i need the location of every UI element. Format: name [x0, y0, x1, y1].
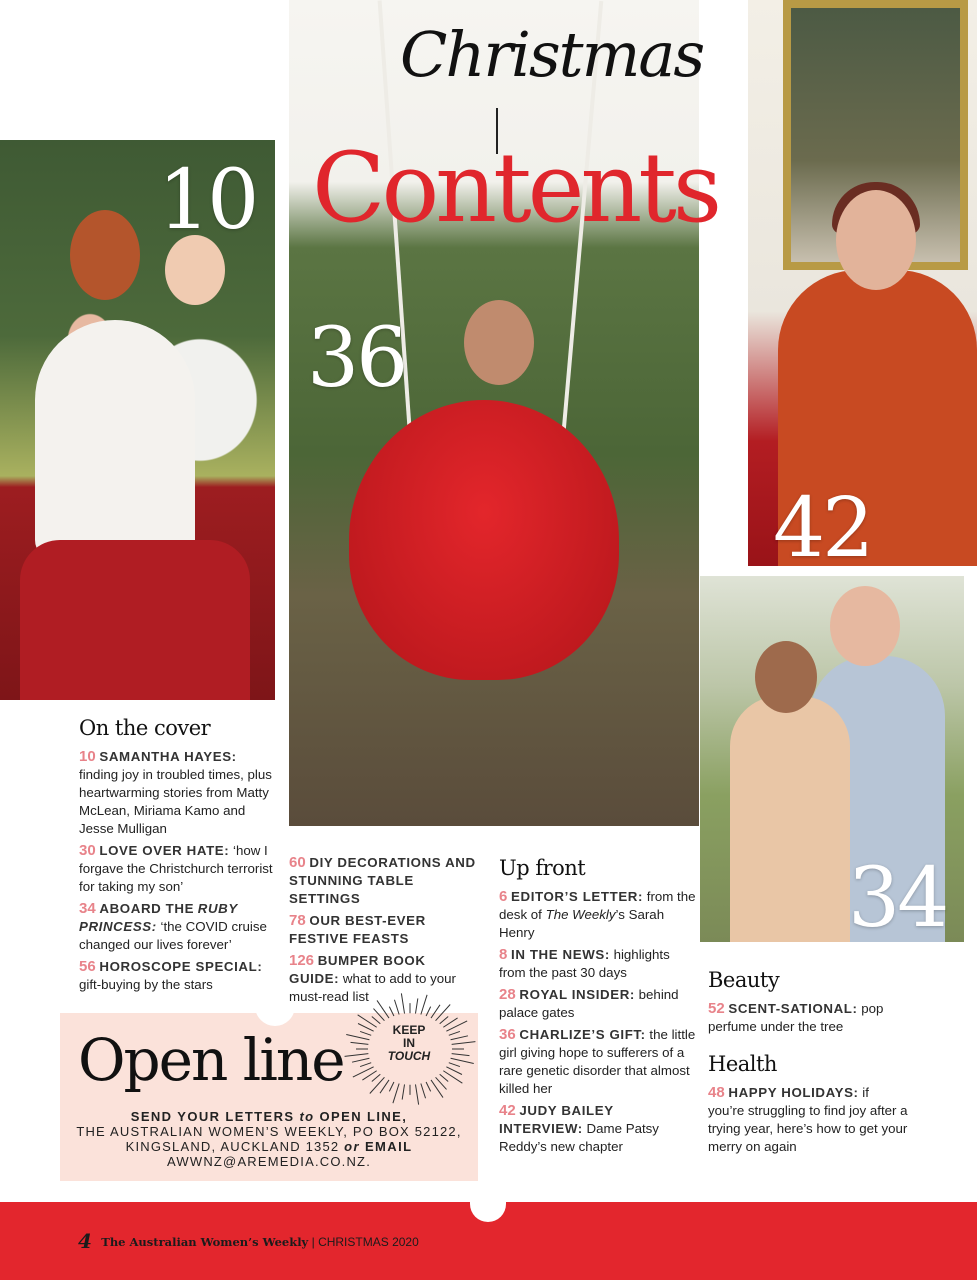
open-line-instruction: OPEN LINE,	[314, 1109, 408, 1124]
entry-headline: DIY DECORATIONS AND STUNNING TABLE SETTINGS	[289, 855, 476, 906]
entry-headline-italic: RUBY PRINCESS:	[79, 901, 238, 934]
christmas-script-kicker: Christmas	[400, 18, 704, 91]
burst-ray	[431, 1005, 440, 1018]
entry-description: behind palace gates	[499, 987, 679, 1020]
burst-ray	[360, 1031, 371, 1035]
entry-page-number: 126	[289, 952, 315, 969]
on-the-cover-section	[79, 716, 279, 998]
entry-description: ‘how I forgave the Christchurch terrorist for taking my son’	[79, 843, 273, 894]
photo-page-number: 34	[848, 851, 947, 942]
entry-description: from the desk of	[499, 889, 696, 922]
health-section	[708, 1052, 908, 1160]
entry-description: ’s Sarah Henry	[499, 907, 665, 940]
burst-ray	[402, 1084, 404, 1099]
entry-page-number: 56	[79, 958, 96, 975]
entry-description: if you’re struggling to find joy after a trying year, here’s how to get your merry on again	[708, 1085, 908, 1154]
open-line-address	[60, 1109, 478, 1169]
burst-ray	[377, 1000, 389, 1018]
burst-ray	[452, 1054, 470, 1056]
contents-entry[interactable]	[499, 946, 699, 982]
page-number: 4	[78, 1229, 92, 1253]
section-heading: On the cover	[79, 716, 211, 740]
burst-ray	[380, 1080, 389, 1093]
entry-headline: SCENT-SATIONAL:	[728, 1001, 858, 1016]
photo-page-number: 36	[307, 311, 406, 406]
beauty-section	[708, 968, 908, 1040]
entry-description: ‘the COVID cruise changed our lives forever’	[79, 919, 267, 952]
page-title: Contents	[312, 132, 719, 244]
burst-ray	[451, 1058, 474, 1063]
entry-description: what to add to your must-read list	[289, 971, 456, 1004]
burst-ray	[426, 1082, 431, 1091]
burst-ray	[446, 1067, 462, 1075]
burst-ray	[421, 1083, 426, 1098]
entry-headline: OUR BEST-EVER FESTIVE FEASTS	[289, 913, 426, 946]
entry-page-number: 8	[499, 946, 508, 963]
burst-ray	[401, 993, 404, 1013]
photo-girl-head-shape	[464, 300, 534, 385]
keep-in-touch-badge	[372, 1024, 446, 1068]
burst-ray	[370, 1077, 385, 1093]
burst-ray	[394, 1000, 399, 1015]
photo-page-number: 42	[773, 481, 872, 566]
photo-girl-on-swing	[289, 0, 704, 826]
magazine-name: The Australian Women’s Weekly	[101, 1235, 309, 1249]
contents-entry[interactable]	[79, 748, 279, 838]
entry-page-number: 10	[79, 748, 96, 765]
photo-couple-hugging	[700, 576, 964, 942]
photo-head-shape	[836, 190, 916, 290]
burst-ray	[415, 998, 417, 1013]
contents-entry[interactable]	[499, 986, 699, 1022]
burst-ray	[353, 1067, 374, 1077]
photo-dame-patsy-reddy	[748, 0, 977, 566]
issue-label: CHRISTMAS 2020	[318, 1235, 419, 1249]
burst-ray	[449, 1063, 460, 1067]
entry-headline: IN THE NEWS:	[511, 947, 610, 962]
entry-headline: EDITOR’S LETTER:	[511, 889, 644, 904]
contents-entry[interactable]	[79, 900, 279, 954]
entry-headline: JUDY BAILEY INTERVIEW:	[499, 1103, 614, 1136]
burst-ray	[436, 1004, 451, 1020]
burst-ray	[351, 1042, 369, 1044]
photo-man-head-shape	[830, 586, 900, 666]
burst-ray	[426, 1007, 431, 1016]
photo-page-number: 10	[158, 153, 257, 248]
burst-ray	[443, 1071, 462, 1083]
open-line-or: or	[344, 1139, 360, 1154]
entry-description: pop perfume under the tree	[708, 1001, 884, 1034]
section-heading: Health	[708, 1052, 777, 1076]
burst-ray	[345, 1054, 369, 1057]
cover-photo-samantha-hayes	[0, 140, 275, 700]
burst-ray	[393, 1083, 399, 1103]
section-heading: Up front	[499, 856, 586, 880]
entry-page-number: 34	[79, 900, 96, 917]
burst-ray	[440, 1017, 448, 1024]
open-line-title: Open line	[78, 1026, 344, 1094]
entry-page-number: 48	[708, 1084, 725, 1101]
badge-text: IN	[403, 1036, 415, 1050]
contents-entry[interactable]	[499, 1026, 699, 1098]
burst-ray	[389, 1007, 394, 1016]
burst-ray	[352, 1058, 369, 1062]
entry-description: finding joy in troubled times, plus heartwarming stories from Matty McLean, Miriama Kamo and Jesse Mulligan	[79, 767, 272, 836]
burst-ray	[421, 995, 427, 1015]
badge-text: KEEP	[392, 1023, 426, 1037]
open-line-email-label: EMAIL	[359, 1139, 413, 1154]
photo-skirt-shape	[20, 540, 250, 700]
photo-woman-head-shape	[755, 641, 817, 713]
burst-ray	[440, 1074, 448, 1081]
entry-headline: LOVE OVER HATE:	[99, 843, 230, 858]
open-line-instruction: SEND YOUR LETTERS	[130, 1109, 300, 1124]
contents-entry[interactable]	[289, 854, 479, 908]
entry-description: gift-buying by the stars	[79, 977, 213, 992]
photo-blouse-shape	[35, 320, 195, 560]
contents-entry[interactable]	[79, 842, 279, 896]
burst-ray	[449, 1031, 460, 1035]
entry-page-number: 60	[289, 854, 306, 871]
entry-page-number: 36	[499, 1026, 516, 1043]
open-line-address-line: KINGSLAND, AUCKLAND 1352	[125, 1139, 345, 1154]
footer-folio	[78, 1229, 419, 1253]
up-front-section	[499, 856, 699, 1160]
entry-description-italic: The Weekly	[545, 907, 616, 922]
burst-ray	[346, 1034, 369, 1039]
entry-page-number: 28	[499, 986, 516, 1003]
burst-ray	[431, 1080, 443, 1098]
open-line-address-line: THE AUSTRALIAN WOMEN’S WEEKLY, PO BOX 52122,	[76, 1124, 462, 1139]
entry-headline: SAMANTHA HAYES:	[99, 749, 237, 764]
burst-ray	[360, 1063, 371, 1067]
entry-headline: CHARLIZE’S GIFT:	[519, 1027, 646, 1042]
open-line-to: to	[299, 1109, 315, 1124]
entry-headline: HOROSCOPE SPECIAL:	[99, 959, 263, 974]
entry-page-number: 30	[79, 842, 96, 859]
burst-ray	[452, 1042, 476, 1045]
contents-entry[interactable]	[708, 1084, 908, 1156]
contents-entry[interactable]	[79, 958, 279, 994]
entry-headline: ROYAL INSIDER:	[519, 987, 635, 1002]
contents-entry[interactable]	[708, 1000, 908, 1036]
entry-description: the little girl giving hope to sufferers of a rare genetic disorder that almost killed her	[499, 1027, 696, 1096]
contents-entry[interactable]	[289, 912, 479, 948]
burst-ray	[451, 1036, 468, 1040]
entry-page-number: 42	[499, 1102, 516, 1119]
burst-ray	[389, 1082, 394, 1091]
entry-page-number: 6	[499, 888, 508, 905]
section-heading: Beauty	[708, 968, 780, 992]
open-line-email[interactable]: AWWNZ@AREMEDIA.CO.NZ.	[166, 1154, 372, 1169]
photo-woman-shape	[730, 696, 850, 942]
burst-ray	[446, 1021, 467, 1031]
entry-page-number: 52	[708, 1000, 725, 1017]
contents-entry[interactable]	[499, 1102, 699, 1156]
entry-description: highlights from the past 30 days	[499, 947, 670, 980]
entry-description: Dame Patsy Reddy’s new chapter	[499, 1121, 659, 1154]
entry-headline: ABOARD THE	[99, 901, 195, 916]
entry-headline: BUMPER BOOK GUIDE:	[289, 953, 426, 986]
folio-separator: |	[311, 1235, 315, 1249]
burst-ray	[372, 1017, 380, 1024]
entry-page-number: 78	[289, 912, 306, 929]
contents-entry[interactable]	[499, 888, 699, 942]
photo-hair-shape	[70, 210, 140, 300]
entry-headline: HAPPY HOLIDAYS:	[728, 1085, 859, 1100]
photo-red-dress-shape	[349, 400, 619, 680]
burst-ray	[372, 1074, 380, 1081]
badge-text: TOUCH	[387, 1049, 431, 1063]
burst-ray	[415, 1084, 418, 1104]
